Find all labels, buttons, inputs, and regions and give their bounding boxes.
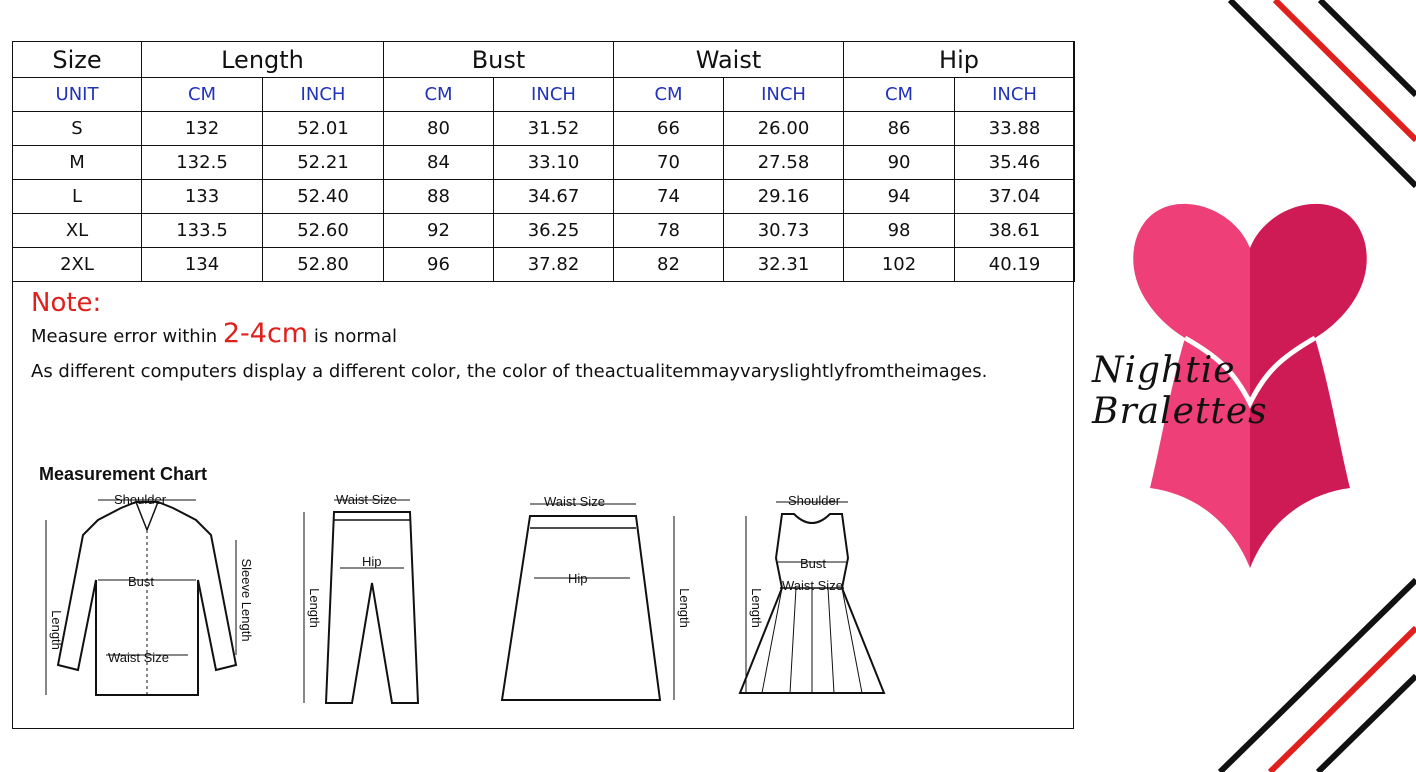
header-row	[13, 42, 1075, 78]
shirt-shoulder-label: Shoulder	[114, 492, 167, 507]
value-cell: 38.61	[955, 214, 1075, 248]
table-row	[13, 146, 1075, 180]
pants-waist-label: Waist Size	[336, 492, 397, 507]
value-cell: 33.10	[494, 146, 614, 180]
value-cell: 52.21	[263, 146, 384, 180]
pants-hip-label: Hip	[362, 554, 382, 569]
value-cell: 52.60	[263, 214, 384, 248]
header-hip: Hip	[844, 42, 1075, 78]
shirt-bust-label: Bust	[128, 574, 155, 589]
value-cell: 35.46	[955, 146, 1075, 180]
unit-cell: CM	[142, 78, 263, 112]
size-cell: 2XL	[13, 248, 142, 282]
unit-cell: INCH	[724, 78, 844, 112]
dress-diagram	[732, 488, 892, 708]
note-error-range: 2-4cm	[222, 318, 309, 349]
dress-shoulder-label: Shoulder	[788, 493, 841, 508]
value-cell: 90	[844, 146, 955, 180]
value-cell: 96	[384, 248, 494, 282]
header-waist: Waist	[614, 42, 844, 78]
value-cell: 82	[614, 248, 724, 282]
unit-row	[13, 78, 1075, 112]
skirt-waist-label: Waist Size	[544, 494, 605, 509]
table-row	[13, 214, 1075, 248]
value-cell: 31.52	[494, 112, 614, 146]
note-color-disclaimer: As different computers display a different color, the color of theactualitemmayvaryslightlyfromtheimages.	[31, 361, 988, 382]
note-measure-error	[31, 318, 397, 349]
value-cell: 70	[614, 146, 724, 180]
skirt-diagram	[498, 488, 690, 708]
unit-cell: CM	[844, 78, 955, 112]
unit-cell: UNIT	[13, 78, 142, 112]
value-cell: 52.01	[263, 112, 384, 146]
value-cell: 26.00	[724, 112, 844, 146]
unit-cell: INCH	[494, 78, 614, 112]
value-cell: 80	[384, 112, 494, 146]
value-cell: 92	[384, 214, 494, 248]
value-cell: 36.25	[494, 214, 614, 248]
note-line1-prefix: Measure error within	[31, 326, 223, 347]
value-cell: 27.58	[724, 146, 844, 180]
table-row	[13, 180, 1075, 214]
shirt-waist-label: Waist Size	[108, 650, 169, 665]
unit-cell: CM	[614, 78, 724, 112]
value-cell: 33.88	[955, 112, 1075, 146]
dress-bust-label: Bust	[800, 556, 827, 571]
top-right-stripes	[1200, 0, 1416, 200]
value-cell: 66	[614, 112, 724, 146]
note-line1-suffix: is normal	[308, 326, 397, 347]
value-cell: 32.31	[724, 248, 844, 282]
value-cell: 132.5	[142, 146, 263, 180]
value-cell: 78	[614, 214, 724, 248]
table-row	[13, 112, 1075, 146]
header-bust: Bust	[384, 42, 614, 78]
value-cell: 37.82	[494, 248, 614, 282]
value-cell: 74	[614, 180, 724, 214]
pants-diagram	[290, 488, 426, 708]
value-cell: 86	[844, 112, 955, 146]
measurement-chart-title: Measurement Chart	[39, 464, 208, 484]
value-cell: 52.80	[263, 248, 384, 282]
value-cell: 34.67	[494, 180, 614, 214]
header-size: Size	[13, 42, 142, 78]
unit-cell: INCH	[955, 78, 1075, 112]
table-row	[13, 248, 1075, 282]
brand-name: Nightie Bralettes	[1092, 350, 1268, 432]
unit-cell: INCH	[263, 78, 384, 112]
value-cell: 132	[142, 112, 263, 146]
value-cell: 40.19	[955, 248, 1075, 282]
value-cell: 37.04	[955, 180, 1075, 214]
dress-waist-label: Waist Size	[782, 578, 843, 593]
value-cell: 133	[142, 180, 263, 214]
value-cell: 84	[384, 146, 494, 180]
value-cell: 52.40	[263, 180, 384, 214]
size-cell: S	[13, 112, 142, 146]
unit-cell: CM	[384, 78, 494, 112]
value-cell: 134	[142, 248, 263, 282]
size-cell: L	[13, 180, 142, 214]
bottom-right-stripes	[1200, 572, 1416, 772]
shirt-length-label: Length	[49, 610, 64, 650]
size-cell: M	[13, 146, 142, 180]
size-cell: XL	[13, 214, 142, 248]
value-cell: 30.73	[724, 214, 844, 248]
note-title: Note:	[31, 288, 102, 318]
header-length: Length	[142, 42, 384, 78]
skirt-length-label: Length	[677, 588, 692, 628]
value-cell: 102	[844, 248, 955, 282]
size-table	[12, 41, 1075, 282]
value-cell: 94	[844, 180, 955, 214]
shirt-sleeve-label: Sleeve Length	[239, 558, 254, 642]
shirt-diagram	[36, 490, 252, 704]
value-cell: 29.16	[724, 180, 844, 214]
dress-length-label: Length	[749, 588, 764, 628]
skirt-hip-label: Hip	[568, 571, 588, 586]
pants-length-label: Length	[307, 588, 322, 628]
value-cell: 88	[384, 180, 494, 214]
value-cell: 133.5	[142, 214, 263, 248]
value-cell: 98	[844, 214, 955, 248]
